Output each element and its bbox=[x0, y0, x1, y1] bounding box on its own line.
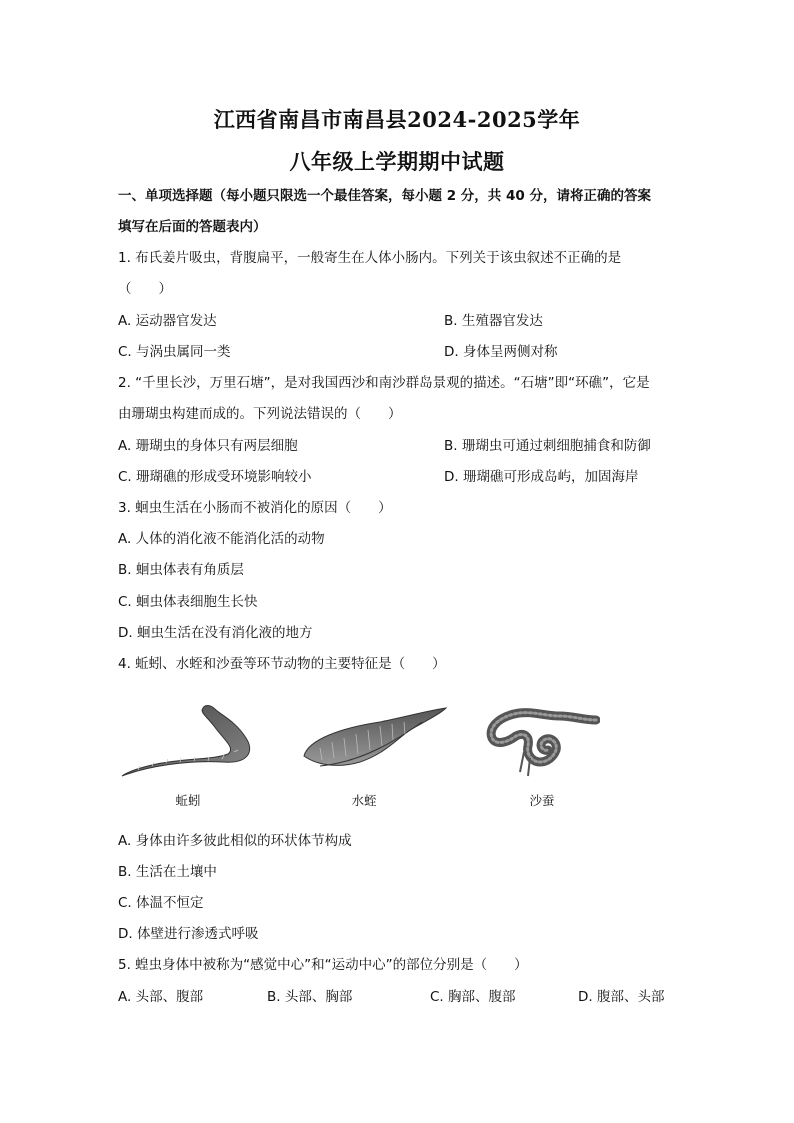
q4-option-b: B. 生活在土壤中 bbox=[118, 864, 217, 880]
sandworm-figure bbox=[484, 706, 600, 782]
q1-option-d: D. 身体呈两侧对称 bbox=[444, 344, 558, 360]
q1-option-c: C. 与涡虫属同一类 bbox=[118, 344, 231, 360]
q2-option-d: D. 珊瑚礁可形成岛屿，加固海岸 bbox=[444, 469, 639, 485]
q2-option-b: B. 珊瑚虫可通过刺细胞捕食和防御 bbox=[444, 438, 651, 454]
q1-stem-line2: （ ） bbox=[118, 281, 172, 297]
q1-option-b: B. 生殖器官发达 bbox=[444, 313, 543, 329]
q2-option-c: C. 珊瑚礁的形成受环境影响较小 bbox=[118, 469, 312, 485]
section-heading-line2: 填写在后面的答题表内） bbox=[118, 219, 267, 235]
q3-option-c: C. 蛔虫体表细胞生长快 bbox=[118, 594, 258, 610]
q2-stem-line1: 2. “千里长沙，万里石塘”，是对我国西沙和南沙群岛景观的描述。“石塘”即“环礁”，它是 bbox=[118, 375, 650, 391]
q5-option-d: D. 腹部、头部 bbox=[578, 989, 665, 1005]
q5-option-b: B. 头部、胸部 bbox=[267, 989, 353, 1005]
q3-option-a: A. 人体的消化液不能消化活的动物 bbox=[118, 531, 325, 547]
section-heading-line1: 一、单项选择题（每小题只限选一个最佳答案，每小题 2 分，共 40 分，请将正确的答案 bbox=[118, 188, 651, 204]
q5-option-c: C. 胸部、腹部 bbox=[430, 989, 516, 1005]
q1-option-a: A. 运动器官发达 bbox=[118, 313, 217, 329]
q3-option-b: B. 蛔虫体表有角质层 bbox=[118, 562, 244, 578]
q5-stem: 5. 蝗虫身体中被称为“感觉中心”和“运动中心”的部位分别是（ ） bbox=[118, 957, 528, 973]
earthworm-label: 蚯蚓 bbox=[175, 793, 201, 808]
q4-option-a: A. 身体由许多彼此相似的环状体节构成 bbox=[118, 833, 352, 849]
exam-title-line1: 江西省南昌市南昌县2024-2025学年 bbox=[213, 107, 581, 132]
q4-stem: 4. 蚯蚓、水蛭和沙蚕等环节动物的主要特征是（ ） bbox=[118, 656, 446, 672]
q2-option-a: A. 珊瑚虫的身体只有两层细胞 bbox=[118, 438, 298, 454]
exam-title-line2: 八年级上学期期中试题 bbox=[289, 149, 505, 174]
q5-option-a: A. 头部、腹部 bbox=[118, 989, 204, 1005]
q4-option-c: C. 体温不恒定 bbox=[118, 895, 204, 911]
q3-stem: 3. 蛔虫生活在小肠而不被消化的原因（ ） bbox=[118, 500, 392, 516]
q3-option-d: D. 蛔虫生活在没有消化液的地方 bbox=[118, 625, 313, 641]
q4-option-d: D. 体壁进行渗透式呼吸 bbox=[118, 926, 259, 942]
q2-stem-line2: 由珊瑚虫构建而成的。下列说法错误的（ ） bbox=[118, 406, 402, 422]
q1-stem-line1: 1. 布氏姜片吸虫，背腹扁平，一般寄生在人体小肠内。下列关于该虫叙述不正确的是 bbox=[118, 250, 622, 266]
sandworm-label: 沙蚕 bbox=[529, 793, 555, 808]
earthworm-figure bbox=[118, 696, 258, 782]
leech-label: 水蛭 bbox=[351, 793, 377, 808]
leech-figure bbox=[300, 700, 450, 770]
